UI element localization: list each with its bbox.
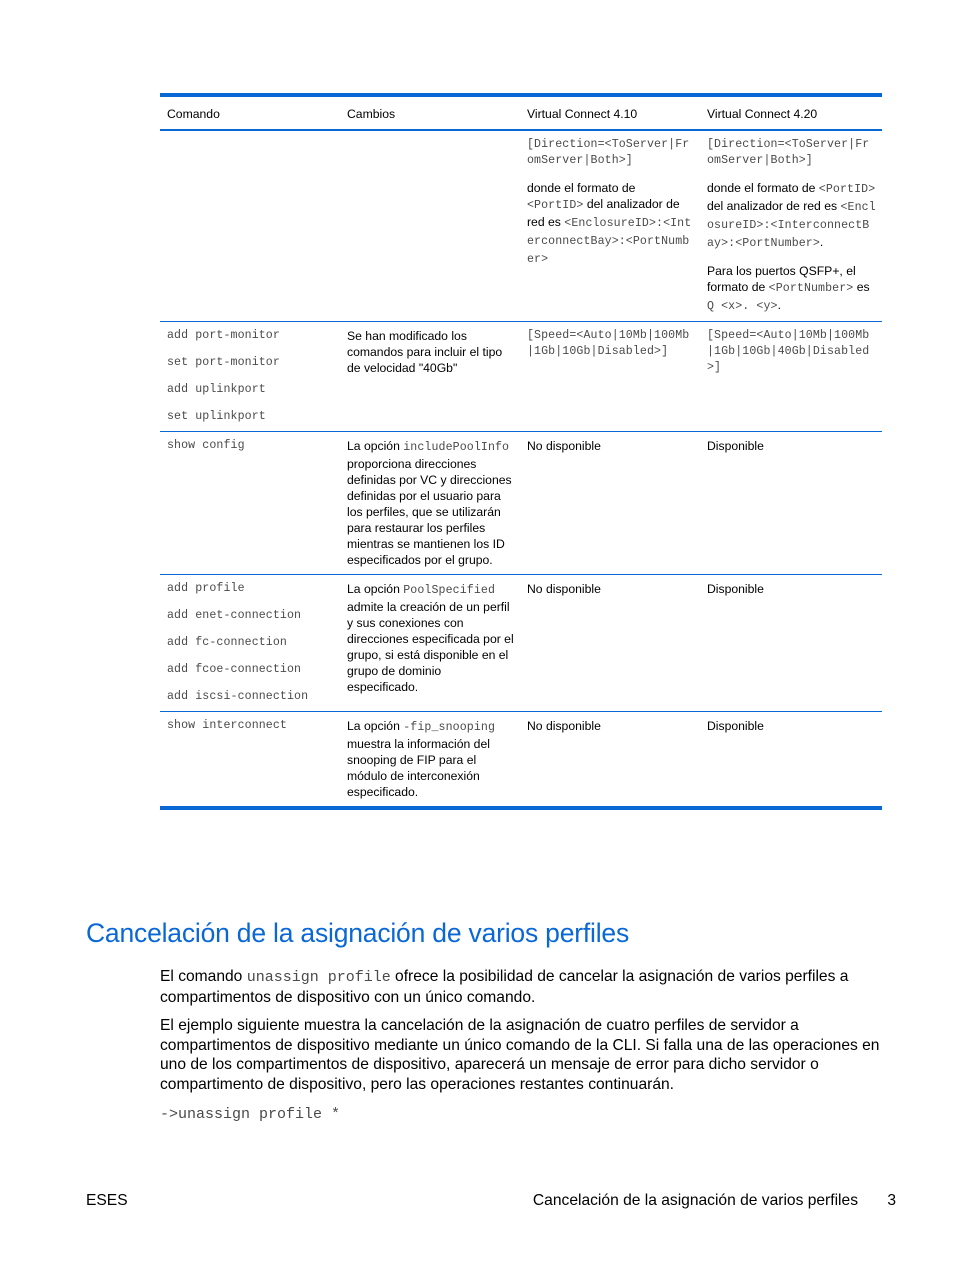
header-vc-410: Virtual Connect 4.10 <box>520 95 700 130</box>
section-title: Cancelación de la asignación de varios perfiles <box>86 918 630 948</box>
cell-vc420: Disponible <box>700 575 882 712</box>
header-vc-420: Virtual Connect 4.20 <box>700 95 882 130</box>
direction-syntax: [Direction=<ToServer|FromServer|Both>] <box>527 138 690 167</box>
port-format-text: donde el formato de <PortID> del analizador de red es <EnclosureID>:<InterconnectBay>:<PortNumber> <box>527 181 692 266</box>
cell-command <box>160 322 340 432</box>
cell-vc420 <box>700 130 882 322</box>
cell-vc410: No disponible <box>520 575 700 712</box>
command-text: add enet-connection <box>167 609 302 622</box>
direction-syntax: [Direction=<ToServer|FromServer|Both>] <box>707 138 870 167</box>
cell-changes: Se han modificado los comandos para incluir el tipo de velocidad "40Gb" <box>340 322 520 432</box>
cell-vc410: [Speed=<Auto|10Mb|100Mb|1Gb|10Gb|Disabled>] <box>520 322 700 432</box>
cell-changes: La opción includePoolInfo proporciona direcciones definidas por VC y direcciones definidas por el usuario para los perfiles, que se utilizarán para restaurar los perfiles mientras se mantienen los ID especificados por el grupo. <box>340 432 520 575</box>
cell-changes: La opción PoolSpecified admite la creación de un perfil y sus conexiones con direcciones especificada por el grupo, si está disponible en el grupo de dominio especificado. <box>340 575 520 712</box>
command-text: add iscsi-connection <box>167 690 309 703</box>
command-text: add fc-connection <box>167 636 287 649</box>
header-comando: Comando <box>160 95 340 130</box>
code-example: ->unassign profile * <box>160 1106 341 1123</box>
table-header-row <box>160 95 882 130</box>
footer-locale: ESES <box>86 1192 128 1209</box>
command-text: show interconnect <box>167 719 287 732</box>
footer-title: Cancelación de la asignación de varios perfiles <box>532 1192 858 1209</box>
cell-vc410 <box>520 130 700 322</box>
table-row <box>160 575 882 712</box>
command-text: set uplinkport <box>167 410 266 423</box>
cell-command <box>160 712 340 809</box>
command-text: show config <box>167 439 245 452</box>
paragraph-example: El ejemplo siguiente muestra la cancelación de la asignación de cuatro perfiles de servidor a compartimentos de dispositivo mediante un único comando de la CLI. Si falla una de las operaciones en uno de los compartimentos de dispositivo, aparecerá un mensaje de error para dicho servidor o compartimento de dispositivo, pero las operaciones restantes continuarán. <box>160 1017 880 1093</box>
cell-command <box>160 575 340 712</box>
page-number: 3 <box>887 1192 896 1209</box>
command-text: add profile <box>167 582 245 595</box>
cell-command <box>160 130 340 322</box>
table-row <box>160 322 882 432</box>
table-row <box>160 130 882 322</box>
qsfp-format-text: Para los puertos QSFP+, el formato de <PortNumber> es Q <x>. <y>. <box>707 264 870 313</box>
command-text: add port-monitor <box>167 329 280 342</box>
cell-vc410: No disponible <box>520 712 700 809</box>
cell-vc420: Disponible <box>700 712 882 809</box>
cell-changes <box>340 130 520 322</box>
cell-vc420: Disponible <box>700 432 882 575</box>
cell-changes: La opción -fip_snooping muestra la información del snooping de FIP para el módulo de interconexión especificado. <box>340 712 520 809</box>
paragraph-intro: El comando unassign profile ofrece la posibilidad de cancelar la asignación de varios perfiles a compartimentos de dispositivo con un único comando. <box>160 968 849 1006</box>
port-format-text: donde el formato de <PortID> del analizador de red es <EnclosureID>:<InterconnectBay>:<PortNumber>. <box>707 181 876 250</box>
command-text: add uplinkport <box>167 383 266 396</box>
cell-command <box>160 432 340 575</box>
header-cambios: Cambios <box>340 95 520 130</box>
cell-vc420: [Speed=<Auto|10Mb|100Mb|1Gb|10Gb|40Gb|Disabled>] <box>700 322 882 432</box>
commands-changes-table <box>160 93 882 810</box>
table-row <box>160 712 882 809</box>
command-text: add fcoe-connection <box>167 663 302 676</box>
table-row <box>160 432 882 575</box>
inline-code: unassign profile <box>246 969 391 986</box>
command-text: set port-monitor <box>167 356 280 369</box>
cell-vc410: No disponible <box>520 432 700 575</box>
